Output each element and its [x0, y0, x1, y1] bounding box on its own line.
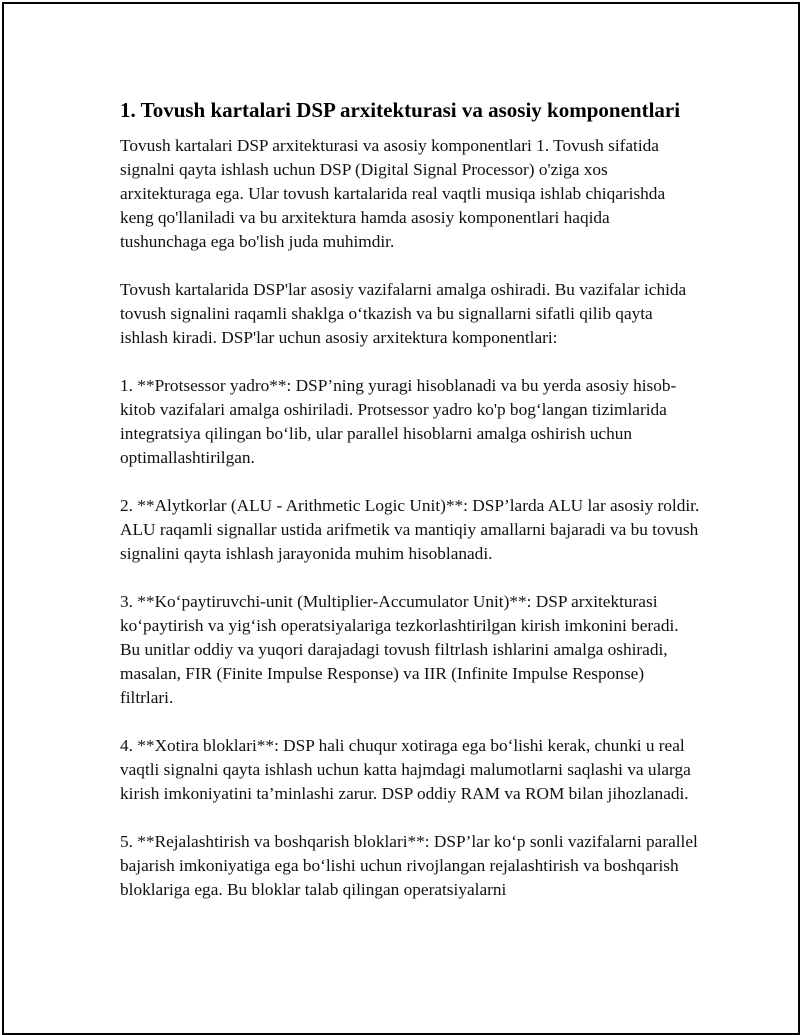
paragraph-processor-core: 1. **Protsessor yadro**: DSP’ning yuragi hisoblanadi va bu yerda asosiy hisob-kitob vazifalari amalga oshiriladi. Protsessor yadro ko'p bog‘langan tizimlarida integratsiya qilingan bo‘lib, ular parallel hisoblarni amalga oshirish uchun optimallashtirilgan.: [120, 376, 677, 467]
document-page: [2, 2, 800, 1035]
paragraph-dsp-tasks: Tovush kartalarida DSP'lar asosiy vazifalarni amalga oshiradi. Bu vazifalar ichida tovush signalini raqamli shaklga o‘tkazish va bu signallarni sifatli qilib qayta ishlash kiradi. DSP'lar uchun asosiy arxitektura komponentlari:: [120, 280, 687, 347]
paragraph-scheduling-blocks: 5. **Rejalashtirish va boshqarish bloklari**: DSP’lar ko‘p sonli vazifalarni parallel bajarish imkoniyatiga ega bo‘lishi uchun rivojlangan rejalashtirish va boshqarish bloklariga ega. Bu bloklar talab qilingan operatsiyalarni: [120, 832, 698, 899]
paragraph-alu: 2. **Alytkorlar (ALU - Arithmetic Logic Unit)**: DSP’larda ALU lar asosiy roldir. ALU raqamli signallar ustida arifmetik va mantiqiy amallarni bajaradi va bu tovush signalini qayta ishlash jarayonida muhim hisoblanadi.: [120, 496, 700, 563]
paragraph-intro: Tovush kartalari DSP arxitekturasi va asosiy komponentlari 1. Tovush sifatida signalni qayta ishlash uchun DSP (Digital Signal Processor) o'ziga xos arxitekturaga ega. Ular tovush kartalarida real vaqtli musiqa ishlab chiqarishda keng qo'llaniladi va bu arxitektura hamda asosiy komponentlari haqida tushunchaga ega bo'lish juda muhimdir.: [120, 136, 666, 251]
document-body: [120, 96, 700, 926]
section-heading: 1. Tovush kartalari DSP arxitekturasi va asosiy komponentlari: [120, 98, 681, 122]
paragraph-mac-unit: 3. **Ko‘paytiruvchi-unit (Multiplier-Accumulator Unit)**: DSP arxitekturasi ko‘paytirish va yig‘ish operatsiyalariga tezkorlashtirilgan kirish imkonini beradi. Bu unitlar oddiy va yuqori darajadagi tovush filtrlash ishlarini amalga oshiradi, masalan, FIR (Finite Impulse Response) va IIR (Infinite Impulse Response) filtrlari.: [120, 592, 679, 707]
paragraph-memory-blocks: 4. **Xotira bloklari**: DSP hali chuqur xotiraga ega bo‘lishi kerak, chunki u real vaqtli signalni qayta ishlash uchun katta hajmdagi malumotlarni saqlashi va ularga kirish imkoniyatini ta’minlashi zarur. DSP oddiy RAM va ROM bilan jihozlanadi.: [120, 736, 691, 803]
